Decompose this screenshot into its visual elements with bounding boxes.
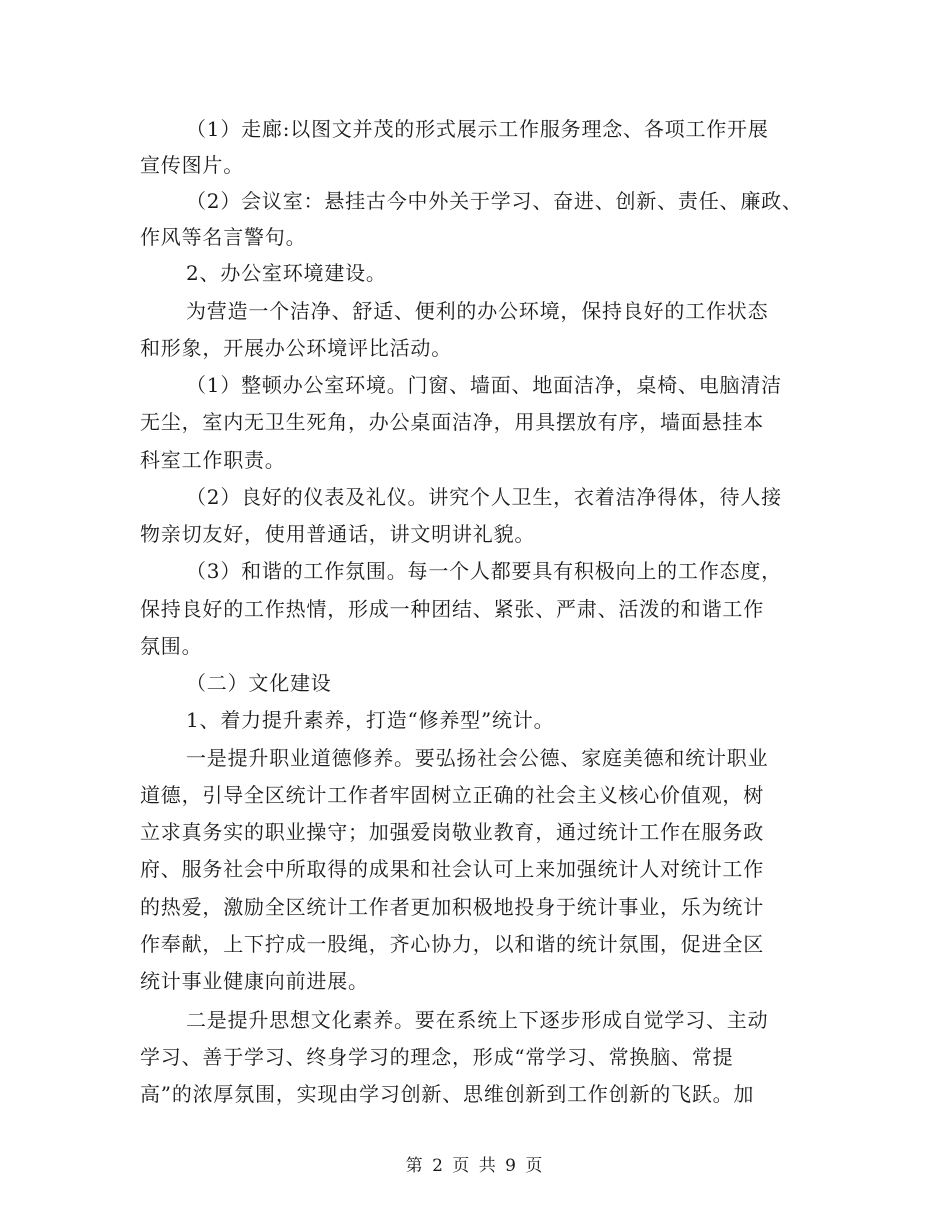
text-line: 无尘，室内无卫生死角，办公桌面洁净，用具摆放有序，墙面悬挂本 [140, 410, 764, 434]
text-line: 作风等名言警句。 [140, 225, 307, 249]
text-line: （2）会议室：悬挂古今中外关于学习、奋进、创新、责任、廉政、 [186, 189, 803, 213]
text-line: 作奉献，上下拧成一股绳，齐心协力，以和谐的统计氛围，促进全区 [140, 932, 764, 956]
text-line: （2）良好的仪表及礼仪。讲究个人卫生，衣着洁净得体，待人接 [186, 485, 782, 509]
text-line: 和形象，开展办公环境评比活动。 [140, 336, 452, 360]
section-heading: 2、办公室环境建设。 [186, 261, 387, 285]
text-line: （1）走廊:以图文并茂的形式展示工作服务理念、各项工作开展 [186, 117, 769, 141]
text-line: （3）和谐的工作氛围。每一个人都要具有积极向上的工作态度， [186, 559, 782, 583]
text-line: 道德，引导全区统计工作者牢固树立正确的社会主义核心价值观，树 [140, 783, 764, 807]
section-heading: （二）文化建设 [186, 671, 332, 695]
text-line: 的热爱，激励全区统计工作者更加积极地投身于统计事业，乐为统计 [140, 895, 764, 919]
text-line: 科室工作职责。 [140, 448, 286, 472]
text-line: 宣传图片。 [140, 153, 244, 177]
section-heading: 1、着力提升素养，打造“修养型”统计。 [186, 708, 555, 732]
text-line: 一是提升职业道德修养。要弘扬社会公德、家庭美德和统计职业 [186, 746, 769, 770]
text-line: 物亲切友好，使用普通话，讲文明讲礼貌。 [140, 522, 536, 546]
text-line: 二是提升思想文化素养。要在系统上下逐步形成自觉学习、主动 [186, 1008, 769, 1032]
text-line: 统计事业健康向前进展。 [140, 969, 369, 993]
page-number: 第 2 页 共 9 页 [405, 1156, 545, 1176]
text-line: 高”的浓厚氛围，实现由学习创新、思维创新到工作创新的飞跃。加 [140, 1082, 755, 1106]
text-line: 保持良好的工作热情，形成一种团结、紧张、严肃、活泼的和谐工作 [140, 597, 764, 621]
text-line: （1）整顿办公室环境。门窗、墙面、地面洁净，桌椅、电脑清洁 [186, 373, 782, 397]
text-line: 立求真务实的职业操守；加强爱岗敬业教育，通过统计工作在服务政 [140, 820, 764, 844]
text-line: 府、服务社会中所取得的成果和社会认可上来加强统计人对统计工作 [140, 857, 764, 881]
text-line: 为营造一个洁净、舒适、便利的办公环境，保持良好的工作状态 [186, 299, 769, 323]
text-line: 氛围。 [140, 634, 203, 658]
text-line: 学习、善于学习、终身学习的理念，形成“常学习、常换脑、常提 [140, 1045, 734, 1069]
